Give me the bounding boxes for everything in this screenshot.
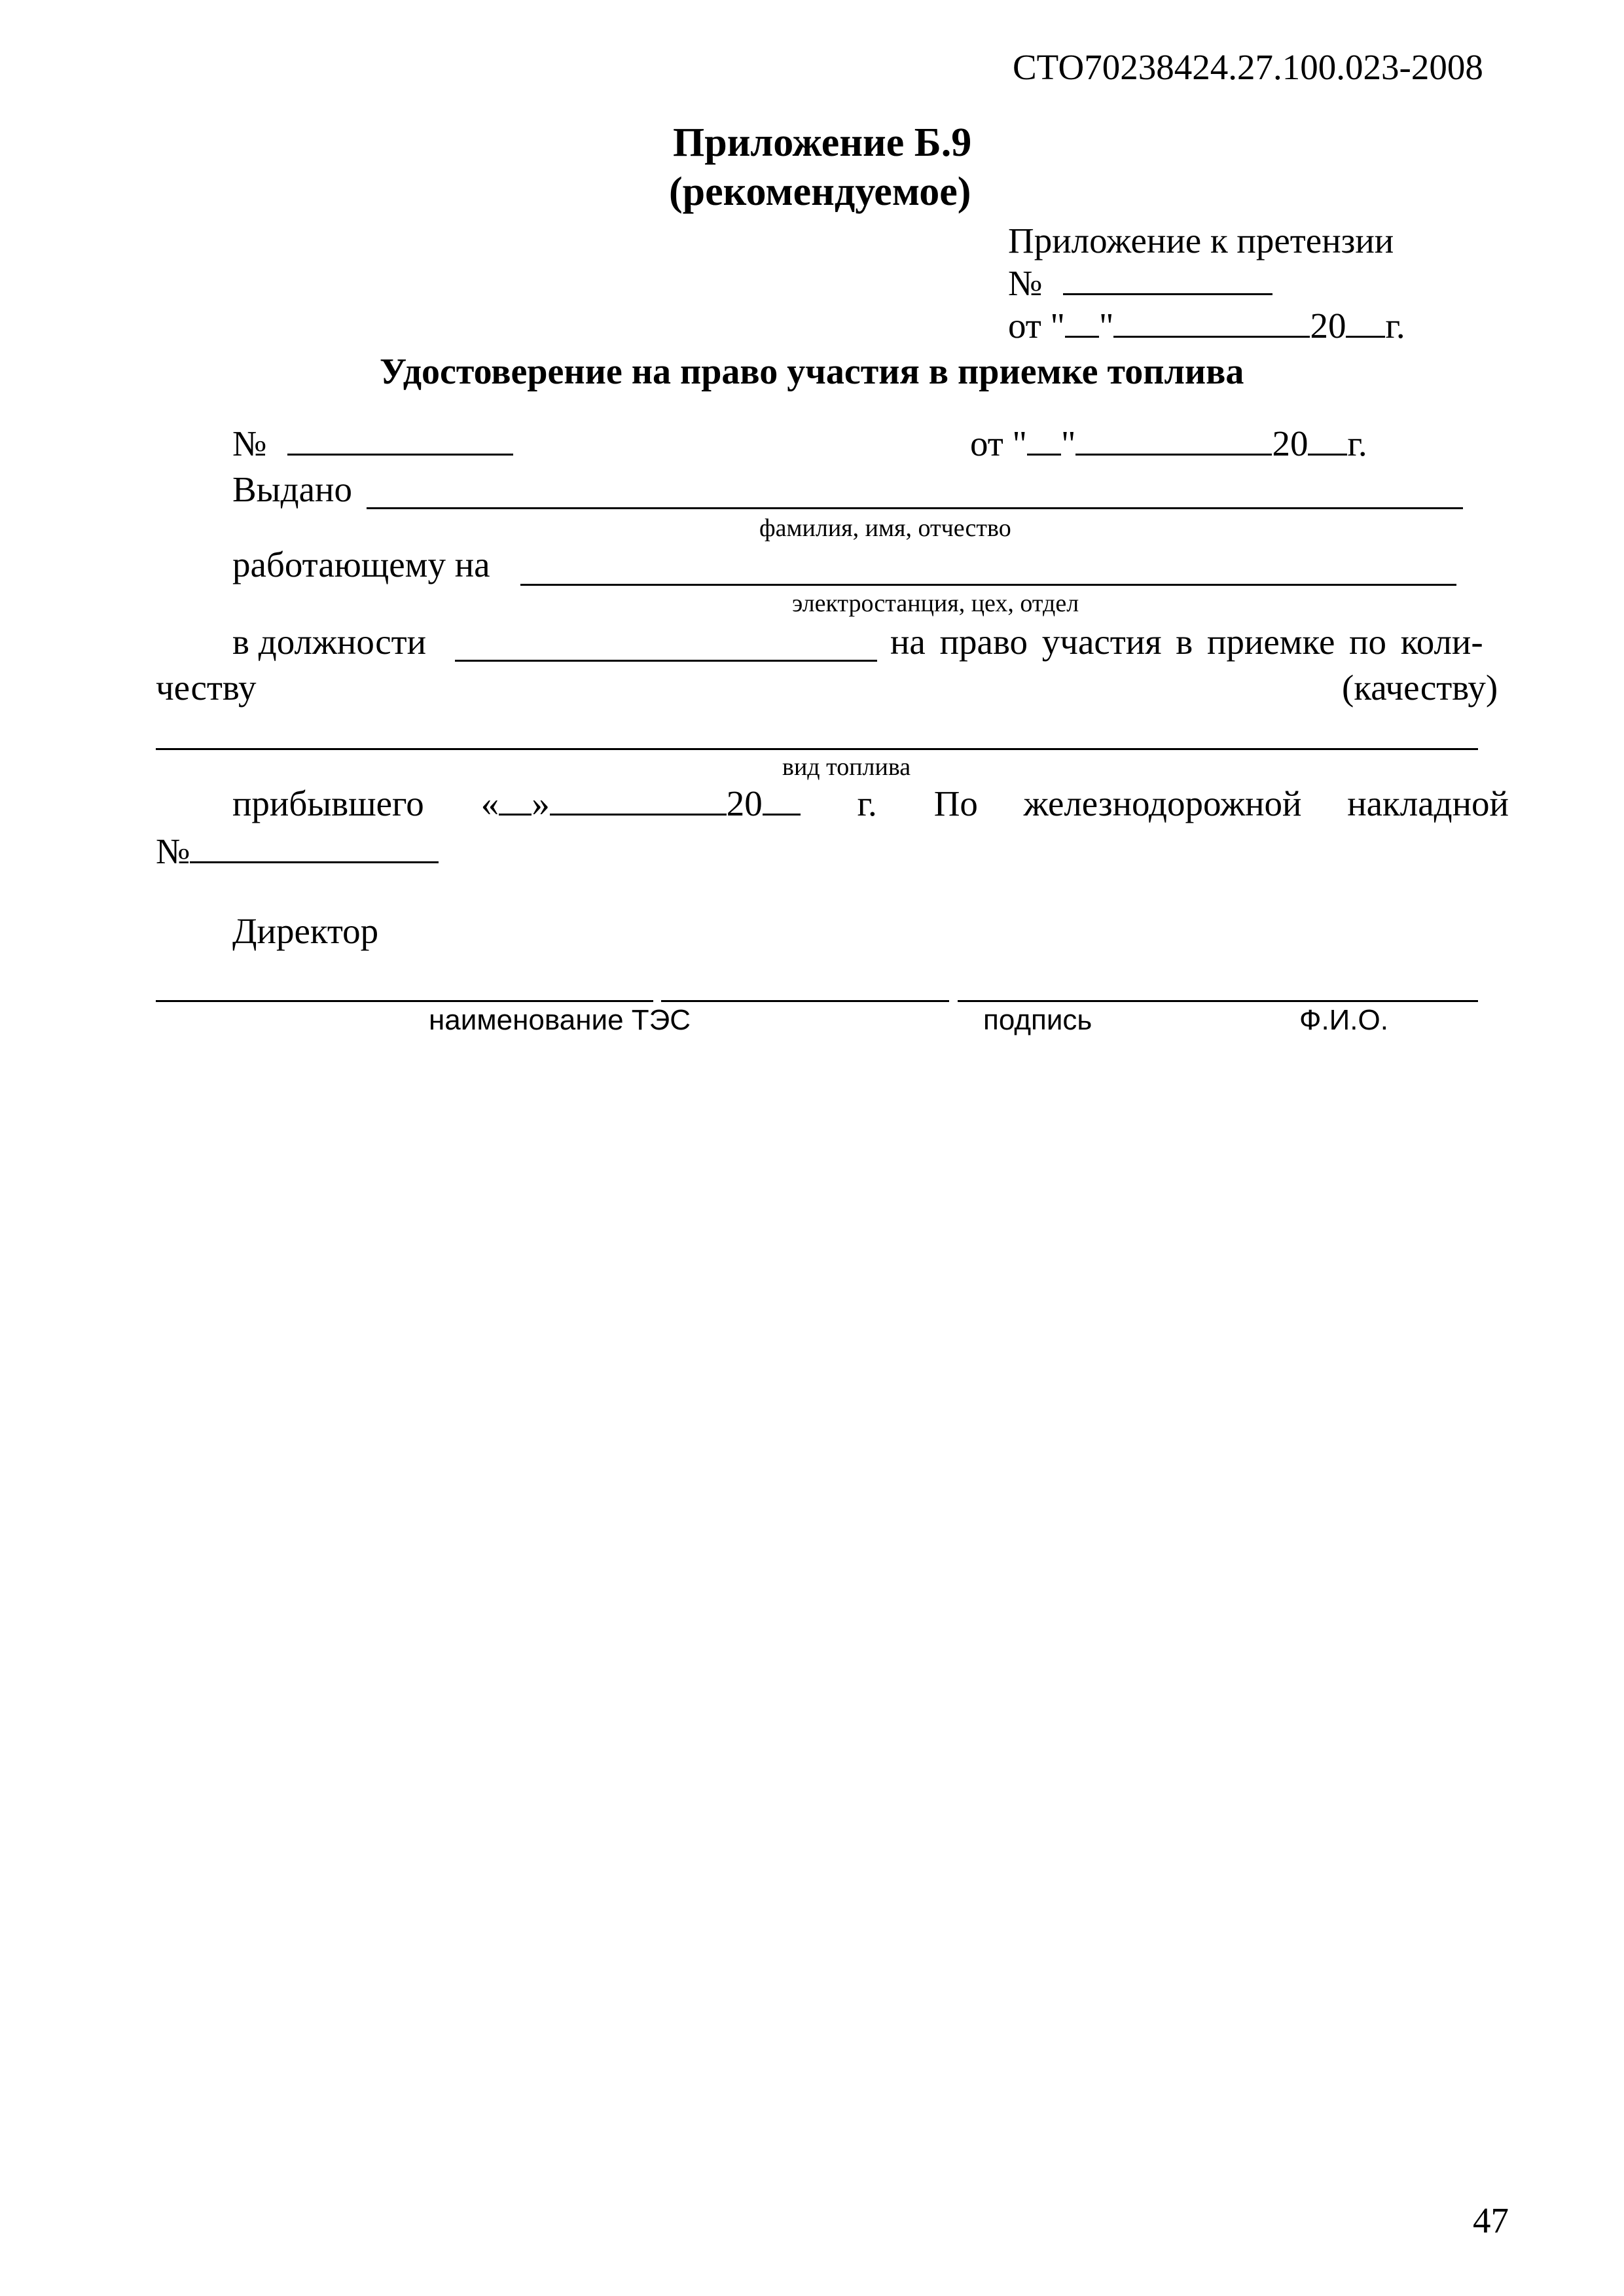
railway-number [156, 830, 439, 873]
year-blank [1308, 452, 1347, 456]
fuel-type-line [156, 748, 1478, 750]
issued-label: Выдано [232, 469, 352, 509]
number-sign: № [232, 423, 267, 463]
tes-name-line [156, 1000, 653, 1002]
date-mid: " [1099, 306, 1114, 346]
appendix-subtitle: (рекомендуемое) [669, 170, 971, 214]
rights-text: на право участия в приемке по коли- [890, 622, 1483, 662]
position-line [455, 660, 877, 662]
works-place-line [520, 584, 1456, 586]
quality-word: (качеству) [1342, 668, 1498, 708]
form-number [232, 422, 513, 465]
arrived-row [232, 782, 1509, 825]
fuel-caption: вид топлива [782, 753, 911, 781]
form-number-blank [287, 452, 513, 456]
signature-caption: подпись [983, 1004, 1092, 1036]
works-label: работающему на [232, 545, 490, 584]
day-blank [1065, 334, 1099, 338]
tes-caption: наименование ТЭС [429, 1004, 691, 1036]
issued-caption: фамилия, имя, отчество [759, 514, 1011, 542]
date-suffix: г. [1347, 423, 1367, 463]
claim-number-blank [1063, 292, 1272, 295]
arrived-year-blank [763, 812, 801, 816]
number-sign: № [1008, 263, 1043, 303]
signature-line [661, 1000, 949, 1002]
quantity-word: честву [156, 668, 257, 708]
arrived-date: « » 20 [481, 782, 801, 825]
date-year: 20 [1272, 423, 1308, 463]
arrived-g: г. [857, 783, 877, 823]
form-date [970, 422, 1367, 465]
claim-ref-date [1008, 304, 1405, 348]
certificate-title: Удостоверение на право участия в приемке топлива [380, 351, 1244, 392]
works-caption: электростанция, цех, отдел [792, 590, 1079, 617]
date-prefix: от " [970, 423, 1028, 463]
arrived-label: прибывшего [232, 783, 424, 823]
appendix-title: Приложение Б.9 [673, 120, 972, 165]
year-blank [1346, 334, 1385, 338]
document-code: СТО70238424.27.100.023-2008 [1013, 47, 1483, 87]
issued-name-line [367, 507, 1463, 509]
day-blank [1027, 452, 1061, 456]
railway-text: По железнодорожной накладной [933, 783, 1509, 823]
fio-line [958, 1000, 1478, 1002]
month-blank [1113, 334, 1310, 338]
fio-caption: Ф.И.О. [1299, 1004, 1388, 1036]
claim-ref-line: Приложение к претензии [1008, 221, 1394, 260]
number-sign: № [156, 831, 190, 871]
arrived-month-blank [550, 812, 727, 816]
railway-number-blank [190, 860, 439, 863]
director-label: Директор [232, 911, 379, 951]
date-year: 20 [1310, 306, 1346, 346]
date-suffix: г. [1385, 306, 1405, 346]
claim-ref-number [1008, 262, 1272, 305]
arrived-day-blank [499, 812, 532, 816]
date-prefix: от " [1008, 306, 1066, 346]
month-blank [1075, 452, 1272, 456]
date-mid: " [1061, 423, 1076, 463]
position-label: в должности [232, 622, 427, 662]
page-number: 47 [1473, 2200, 1509, 2240]
